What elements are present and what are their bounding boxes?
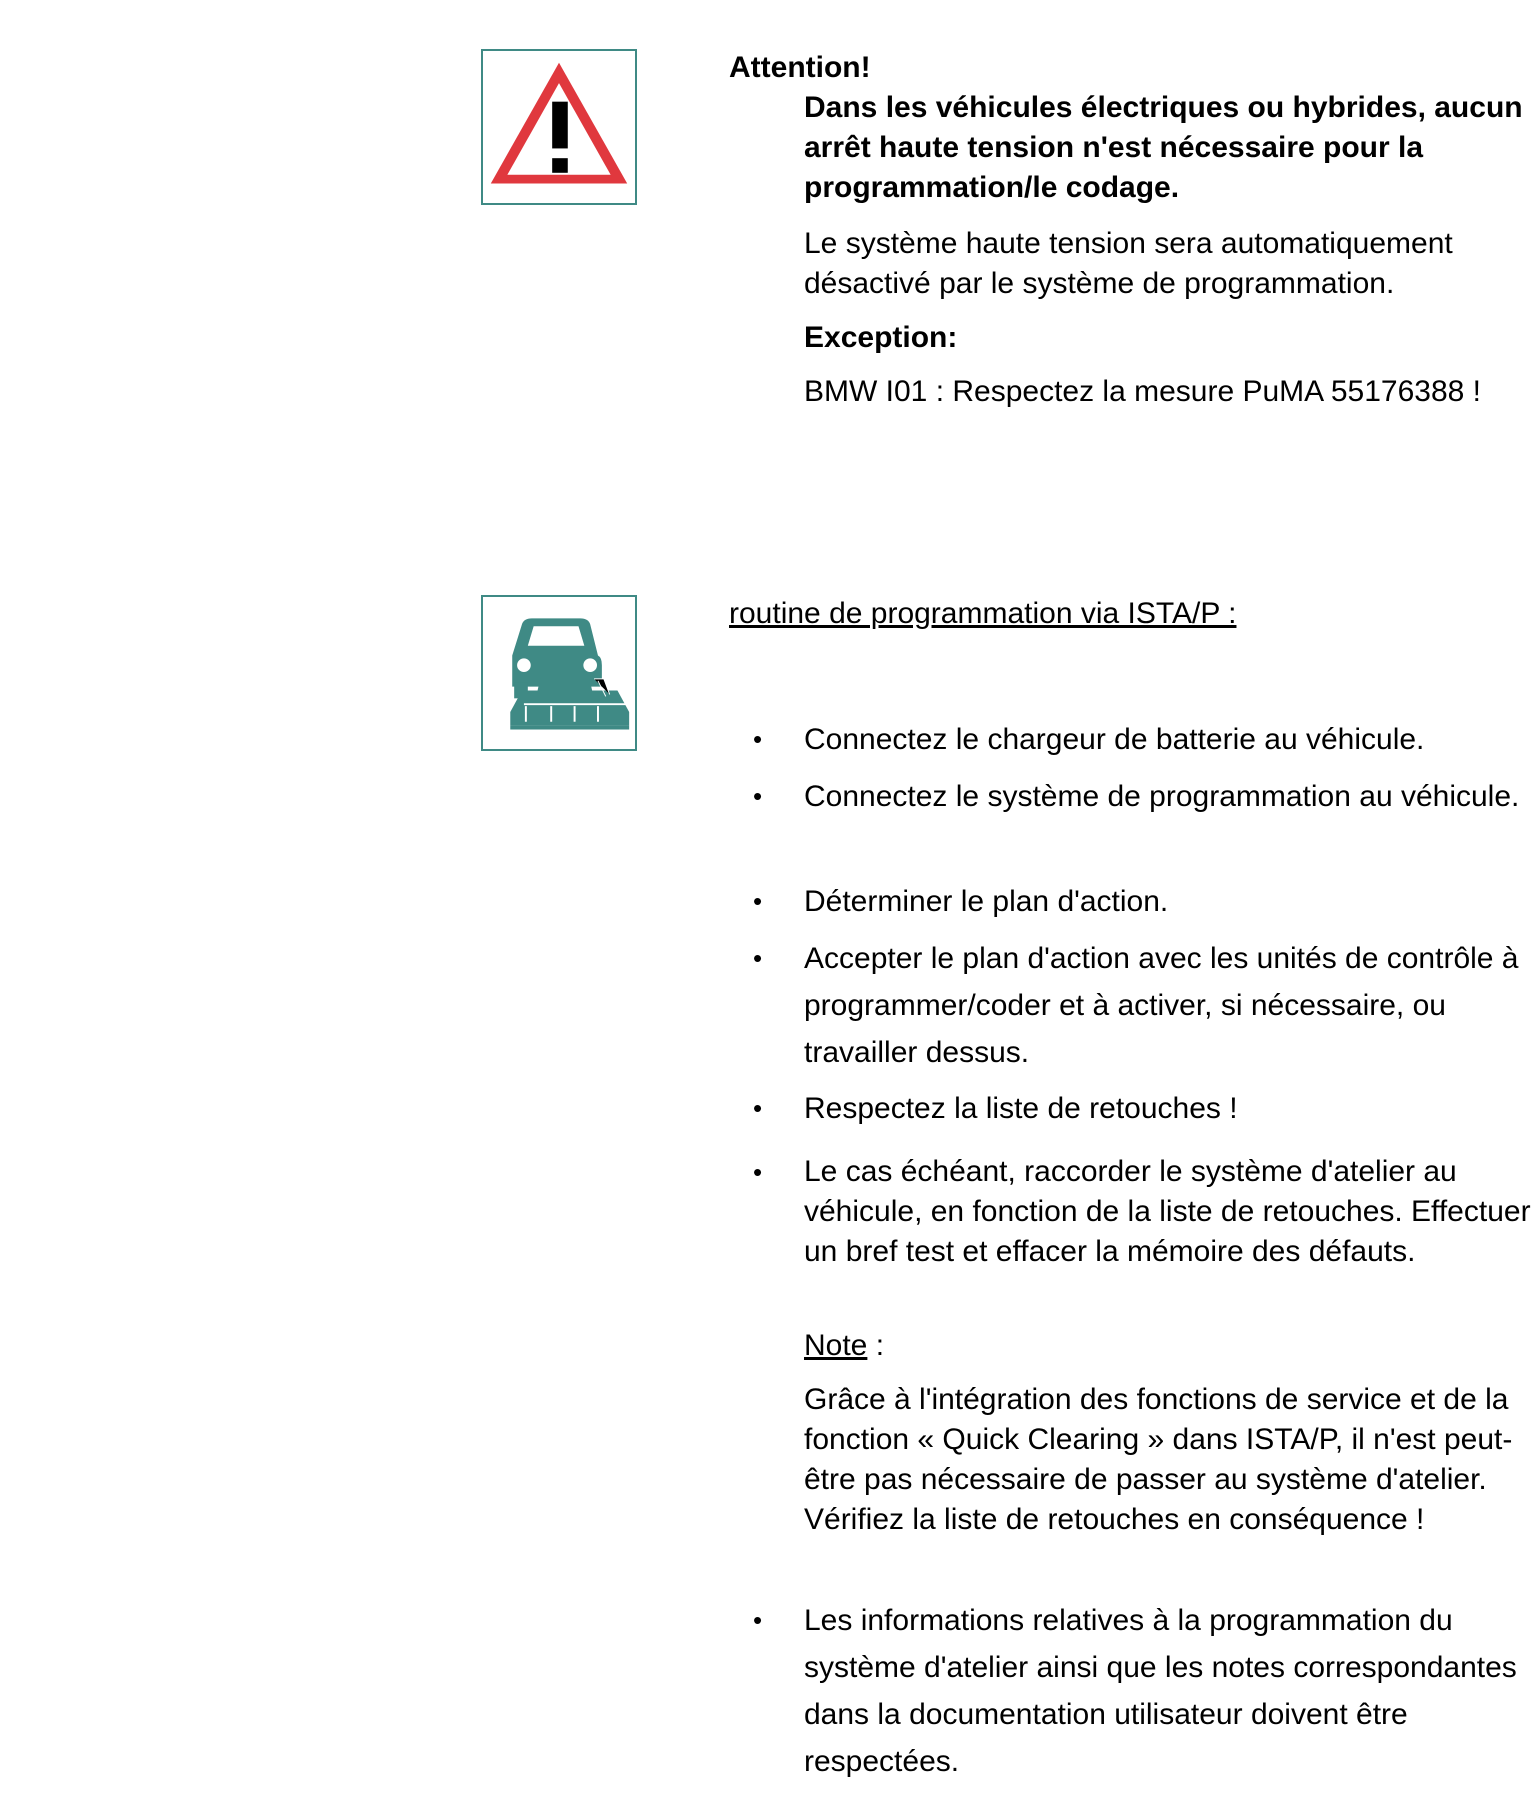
- note-label-text: Note: [804, 1329, 868, 1362]
- bullet: •: [753, 724, 763, 754]
- vehicle-programming-svg: [483, 597, 635, 749]
- exception-label: Exception:: [804, 321, 958, 354]
- bullet: •: [753, 1605, 763, 1635]
- note-separator: :: [867, 1329, 885, 1362]
- bullet: •: [753, 1093, 763, 1123]
- step-text: Connectez le chargeur de batterie au véhicule.: [804, 723, 1425, 756]
- warning-bold-text: Dans les véhicules électriques ou hybrides, aucun arrêt haute tension n'est nécessaire pour la programmation/le codage.: [804, 91, 1523, 204]
- attention-title: Attention!: [729, 51, 871, 84]
- bullet: •: [753, 1157, 763, 1187]
- exclamation-bar: [552, 102, 568, 149]
- warning-text: Le système haute tension sera automatiquement désactivé par le système de programmation.: [804, 227, 1453, 300]
- step-text: Respectez la liste de retouches !: [804, 1092, 1238, 1125]
- section-title: routine de programmation via ISTA/P :: [729, 597, 1237, 630]
- vehicle-programming-icon: [481, 595, 637, 751]
- note-label: [804, 1326, 884, 1366]
- exclamation-dot: [552, 158, 568, 173]
- platform-base: [510, 726, 629, 730]
- bullet: •: [753, 886, 763, 916]
- warning-triangle-icon: [481, 49, 637, 205]
- step-text: Accepter le plan d'action avec les unités de contrôle à programmer/coder et à activer, si nécessaire, ou travailler dessus.: [804, 942, 1519, 1069]
- warning-triangle-svg: [483, 51, 635, 203]
- note-text: Grâce à l'intégration des fonctions de service et de la fonction « Quick Clearing » dans ISTA/P, il n'est peut-être pas nécessaire de passer au système d'atelier. Vérifiez la liste de retouches en conséquence !: [804, 1383, 1513, 1536]
- car-headlight-right: [583, 658, 597, 672]
- bullet: •: [753, 781, 763, 811]
- car-headlight-left: [517, 658, 531, 672]
- step-text: Le cas échéant, raccorder le système d'atelier au véhicule, en fonction de la liste de retouches. Effectuer un bref test et effacer la mémoire des défauts.: [804, 1155, 1531, 1268]
- step-text: Les informations relatives à la programmation du système d'atelier ainsi que les notes correspondantes dans la documentation utilisateur doivent être respectées.: [804, 1604, 1517, 1778]
- step-text: Déterminer le plan d'action.: [804, 885, 1169, 918]
- exception-text: BMW I01 : Respectez la mesure PuMA 55176388 !: [804, 375, 1482, 408]
- car-windshield: [528, 626, 585, 645]
- step-text: Connectez le système de programmation au véhicule.: [804, 780, 1520, 813]
- bullet: •: [753, 943, 763, 973]
